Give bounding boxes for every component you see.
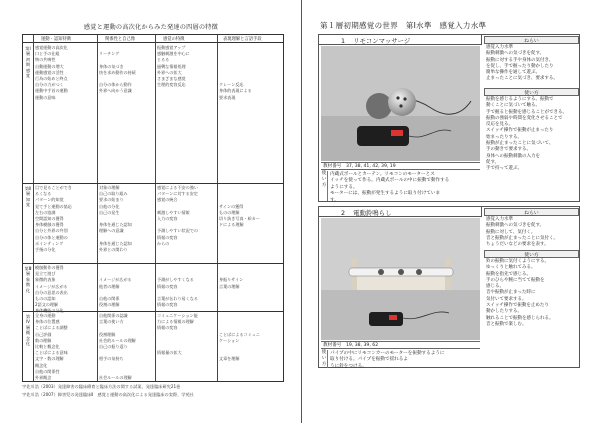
usage-line: 振動が止まったことに気づいて、	[486, 141, 554, 147]
table-divider	[217, 35, 218, 381]
table-cell: ことばによる意味	[35, 350, 68, 356]
table-cell: 身体を通じた認知	[99, 240, 132, 246]
usage-line: 動くことに気づいて触る。	[486, 103, 540, 109]
stage-label: 第Ⅲ層 象徴化	[24, 266, 32, 293]
aim-line: 振動刺激への気づきを促す。	[486, 51, 545, 57]
table-cell: 外界概念	[35, 375, 52, 380]
table-cell: ドによる理解	[219, 222, 244, 228]
table-cell: 外界との関わり	[99, 247, 128, 252]
table-cell: 自他の関係性	[35, 368, 60, 374]
aim-line: 音と振動が止まったことに気付く。	[486, 235, 558, 241]
usage-line: 手で持って遊ぶ。	[486, 166, 523, 172]
aim-panel	[484, 208, 579, 366]
usage-line: 振動を感じるようにする。振動で	[486, 97, 554, 102]
table-cell: 情報の変容	[157, 234, 178, 240]
method-line: す。	[330, 197, 339, 203]
table-cell: 振動感覚アップ	[157, 45, 186, 50]
table-cell: 情報の変容	[157, 283, 178, 289]
usage-line: 振動を指先で感じる。	[486, 271, 531, 277]
massage-photo-illustration	[321, 46, 480, 161]
usage-heading: 使い方	[484, 88, 579, 96]
table-cell: るくなる	[35, 191, 52, 197]
left-page-title: 感覚と運動の高次化からみた発達の四層の特徴	[83, 24, 219, 31]
table-cell: 自分の力がつく	[35, 82, 64, 88]
table-cell: 予測しやすい状況での	[157, 228, 198, 234]
table-cell: 身体を通じた認知	[99, 222, 132, 228]
method-line: ようにする。	[330, 184, 358, 190]
usage-line: 音や振動が止まった時に	[486, 290, 536, 296]
table-cell: 比較と概念化	[35, 344, 60, 349]
usage-line: スイッチ操作で振動が止まったり	[486, 128, 554, 134]
table-cell: ことばによるコミュニ	[219, 331, 260, 337]
table-cell: 自分と外界の弁別	[35, 228, 68, 234]
table-cell: 言葉の理解	[219, 283, 240, 289]
table-cell: 要求表現	[219, 94, 236, 100]
method-line: 内蔵式ボールとカーテン。リモコンのモーターとス	[330, 172, 435, 177]
usage-line: ゆっくりと触れてみる。	[486, 265, 536, 271]
usage-line: 動かしたりする。	[486, 309, 522, 315]
section-number: 2	[341, 209, 346, 217]
table-cell: 予測がしやすくなる	[157, 277, 194, 283]
table-cell: 文章を理解	[219, 356, 240, 362]
table-cell: 刺激しやすい情報	[157, 209, 190, 215]
aim-heading: ねらい	[484, 208, 579, 216]
usage-line: 手で握ると振動を感じることができる。	[486, 109, 567, 115]
aim-line: 振動に対する手や身体の気付き、	[486, 57, 554, 63]
table-cell: 自分の体から動作	[99, 82, 132, 88]
usage-line: 触れることで振動を感じられる。	[486, 315, 554, 321]
aim-line: 振動刺激への気づきを促す。	[486, 223, 545, 229]
section-heading	[319, 35, 482, 45]
usage-line: 反応を見る。	[486, 122, 513, 128]
table-cell: 自他の関係	[99, 296, 120, 301]
section-title: リモコンマッサージ	[353, 37, 411, 45]
table-cell: 入力の変容	[157, 216, 178, 221]
method-line: パイプの中にリモコンカーのモーターを振動するように	[330, 351, 445, 356]
table-cell: ケーション	[219, 337, 240, 343]
table-cell: 自己評価	[35, 331, 52, 337]
table-cell: とるる	[157, 57, 170, 63]
usage-line: スイッチ操作で振動を止めたり	[486, 303, 549, 309]
table-cell: 見立て遊び	[35, 271, 56, 277]
table-cell: ものの認知	[35, 296, 56, 301]
table-cell: 身振りサイン	[219, 277, 244, 283]
table-cell: 行為の始めと終点	[35, 76, 68, 81]
table-cell: 情報量の拡大	[157, 350, 182, 356]
table-cell: 社会的ルールの理解	[99, 337, 136, 343]
table-cell: 役割理解	[99, 331, 116, 337]
table-cell: 物の共鳴性	[35, 57, 56, 63]
aim-line: 止まったことに気づき、要求する。	[486, 76, 558, 82]
table-cell: ポインティング	[35, 240, 64, 246]
aim-line: を促し、手で握ったり動かしたり	[486, 63, 554, 69]
table-cell: 自他関係の認識	[99, 313, 128, 318]
table-divider	[97, 35, 98, 381]
usage-line: 始まったりする。	[486, 134, 522, 140]
table-cell: 数の理解	[35, 337, 52, 343]
table-cell: 口と手の仕組	[35, 51, 60, 57]
table-cell: 相手の気持ち	[99, 356, 124, 362]
table-cell: 理解への意識	[99, 228, 124, 234]
table-cell: イメージが広がる	[35, 283, 68, 289]
right-page	[318, 20, 580, 372]
table-cell: サインの獲得	[219, 203, 244, 209]
table-cell: 快を求め動作の持続	[99, 69, 136, 75]
method-tag: 使い方	[321, 171, 328, 201]
table-cell: 身体機能の分化	[35, 308, 64, 314]
table-cell: 感触刺激を中心に	[157, 51, 190, 57]
usage-line: 感じる。	[486, 284, 504, 290]
table-cell: 自動運動の増大	[35, 63, 64, 69]
usage-text	[484, 96, 579, 200]
left-page	[22, 22, 284, 398]
usage-line: 身体への振動刺激の入力を	[486, 153, 540, 159]
table-cell: 感覚による不安の強い	[157, 185, 198, 190]
table-cell: 自他の分化	[99, 203, 120, 209]
stage-label: 第Ⅰ層 初期感覚	[25, 46, 31, 79]
method-line: 取り付ける。パイプを振動で揺れるよ	[330, 357, 408, 363]
table-cell: クレーン反応	[219, 82, 244, 88]
page-gutter	[301, 0, 302, 423]
table-cell: 外界への拡大	[157, 69, 182, 75]
table-cell: パターン的知覚	[35, 197, 64, 203]
method-box	[321, 171, 480, 201]
table-cell: 生理的変容反応	[157, 82, 186, 88]
material-numbers: 教材番号 37, 38, 41, 42, 39, 19	[321, 162, 480, 170]
table-cell: 全身の運動	[35, 313, 56, 318]
section-heading	[319, 207, 482, 217]
table-cell: 左右の協調	[35, 209, 56, 215]
stage-divider	[23, 263, 283, 264]
column-header: 感覚の特徴	[163, 37, 185, 42]
table-cell: 概念化	[35, 362, 48, 368]
method-tag: 使い方	[321, 350, 327, 367]
table-cell: 他者の理解	[99, 283, 120, 289]
table-cell: 運動中手首の運動	[35, 88, 68, 94]
table-cell: 情報の変容	[157, 302, 178, 308]
table-cell: 空間認知の獲得	[35, 216, 64, 221]
table-cell: 目で見ることができ	[35, 185, 72, 190]
table-cell: 感覚の統合	[157, 197, 178, 203]
method-text	[330, 172, 449, 204]
table-cell: 見て手と運動の協応	[35, 203, 72, 209]
usage-line: 手の動きで要求する。	[486, 147, 531, 153]
table-cell: 社会ルールの理解	[99, 375, 132, 380]
column-header: 運動・認知特徴	[41, 37, 72, 42]
section-number: 1	[341, 37, 346, 45]
usage-line: 気付いて要求する。	[486, 296, 527, 302]
table-cell: 情報の変容	[157, 325, 178, 331]
material-numbers: 教材番号 19, 38, 39, 62	[321, 341, 480, 349]
table-cell: 役割の理解	[99, 302, 120, 308]
table-divider	[33, 35, 34, 381]
table-cell: 過剰な情報処理	[157, 63, 186, 69]
column-header: 関係性と自己像	[105, 37, 136, 42]
usage-line: 鈴の振動に気付くようにする。	[486, 259, 549, 264]
column-header: 表現理解と言語手段	[223, 37, 262, 42]
table-cell: 2語文の理解	[35, 302, 59, 308]
material-section	[318, 34, 580, 202]
usage-text	[484, 258, 579, 366]
aim-panel	[484, 36, 579, 200]
usage-line: 促す。	[486, 159, 500, 165]
citation: 宇佐川浩（2003）発達障害の臨床療育と臨床方法の関する試案、発達臨床研究21巻	[22, 384, 181, 389]
table-cell: ことばによる調整	[35, 325, 68, 331]
table-cell: 感覚運動の高次化	[35, 45, 68, 50]
table-cell: 模倣動作の獲得	[35, 265, 64, 270]
table-cell: 手指の分化	[35, 247, 56, 252]
usage-line: 振動の強弱や時間を変化させることで	[486, 115, 563, 121]
method-box	[321, 350, 480, 368]
stage-divider	[23, 183, 283, 184]
aim-text	[484, 44, 579, 88]
table-cell: 対象の理解	[99, 185, 120, 190]
method-line: モーターには、振動が発生するように取り付けていま	[330, 191, 441, 197]
material-section	[318, 206, 580, 368]
table-cell: 自己の取り組み	[99, 191, 128, 197]
development-table	[22, 34, 284, 382]
table-cell: 身体的表現による	[219, 88, 252, 94]
table-cell: 切り抜き写真・絵カー	[219, 216, 260, 221]
usage-heading: 使い方	[484, 250, 579, 258]
bell-photo-illustration	[321, 218, 480, 340]
table-cell: 自分の体と運動の	[35, 234, 68, 240]
aim-heading: ねらい	[484, 36, 579, 44]
table-cell: 身体の位置感	[35, 319, 60, 325]
stage-label: 第Ⅱ層 知覚	[24, 186, 32, 208]
aim-line: 振動に対して、気付く。	[486, 229, 536, 235]
table-cell: 力による情報の理解	[157, 319, 194, 325]
method-line: うに鈴をつける。	[330, 363, 367, 369]
table-divider	[155, 35, 156, 381]
aim-line: 感覚入力水準	[486, 45, 513, 50]
section-title: 電動鈴鳴らし	[353, 209, 392, 217]
stage-label: 第Ⅳ層 概念化	[25, 314, 31, 347]
table-cell: さまざまな感覚	[157, 76, 186, 81]
table-cell: イメージが広がる	[99, 277, 132, 283]
table-cell: コミュニケーション能	[157, 313, 198, 318]
table-cell: 自己の振り返り	[99, 344, 128, 349]
table-cell: 自己の発生	[99, 209, 120, 215]
aim-text	[484, 216, 579, 250]
table-cell: 運動の意味	[35, 94, 56, 100]
table-cell: 文字・数の理解	[35, 356, 64, 362]
material-photo	[321, 218, 480, 340]
table-cell: ものの理解	[219, 209, 240, 215]
material-photo	[321, 46, 480, 161]
aim-line: 感覚入力水準	[486, 217, 513, 222]
table-cell: パターンに対する安定	[157, 191, 198, 197]
aim-line: 簡単な操作を通して遊ぶ。	[486, 70, 541, 76]
table-cell: 自分の意思の表出	[35, 289, 68, 295]
usage-line: 手のひらや腕に当てて振動を	[486, 277, 545, 283]
method-text	[330, 351, 445, 370]
method-line: イッチを使って作る。内蔵式ボールの中に振動で動作する	[330, 178, 450, 184]
table-cell: 身体の気づき	[99, 63, 124, 69]
table-cell: 象徴的表象	[35, 277, 56, 283]
table-cell: 身体模倣の獲得	[35, 222, 64, 228]
table-cell: リーチング	[99, 51, 120, 57]
table-cell: 言葉が伝わり易くなる	[157, 296, 198, 301]
right-page-title: 第１層初期感覚の世界 第Ⅰ水準 感覚入力水準	[320, 21, 487, 30]
table-header	[23, 35, 283, 43]
aim-line: ちょうだいなどの要求を表す。	[486, 242, 549, 248]
table-cell: 言葉の使い方	[99, 319, 124, 325]
table-cell: 外界へ向かう意識	[99, 88, 132, 94]
table-cell: からの	[157, 240, 170, 246]
table-cell: 要求の始まり	[99, 197, 124, 203]
usage-line: 音と振動で楽しむ。	[486, 321, 527, 327]
table-cell: 運動感覚の活性	[35, 69, 64, 75]
citation: 宇佐川浩（2007）障害児の発達臨床Ⅱ 感覚と運動の高次化による発達臨床の実際、学苑社	[22, 392, 194, 397]
